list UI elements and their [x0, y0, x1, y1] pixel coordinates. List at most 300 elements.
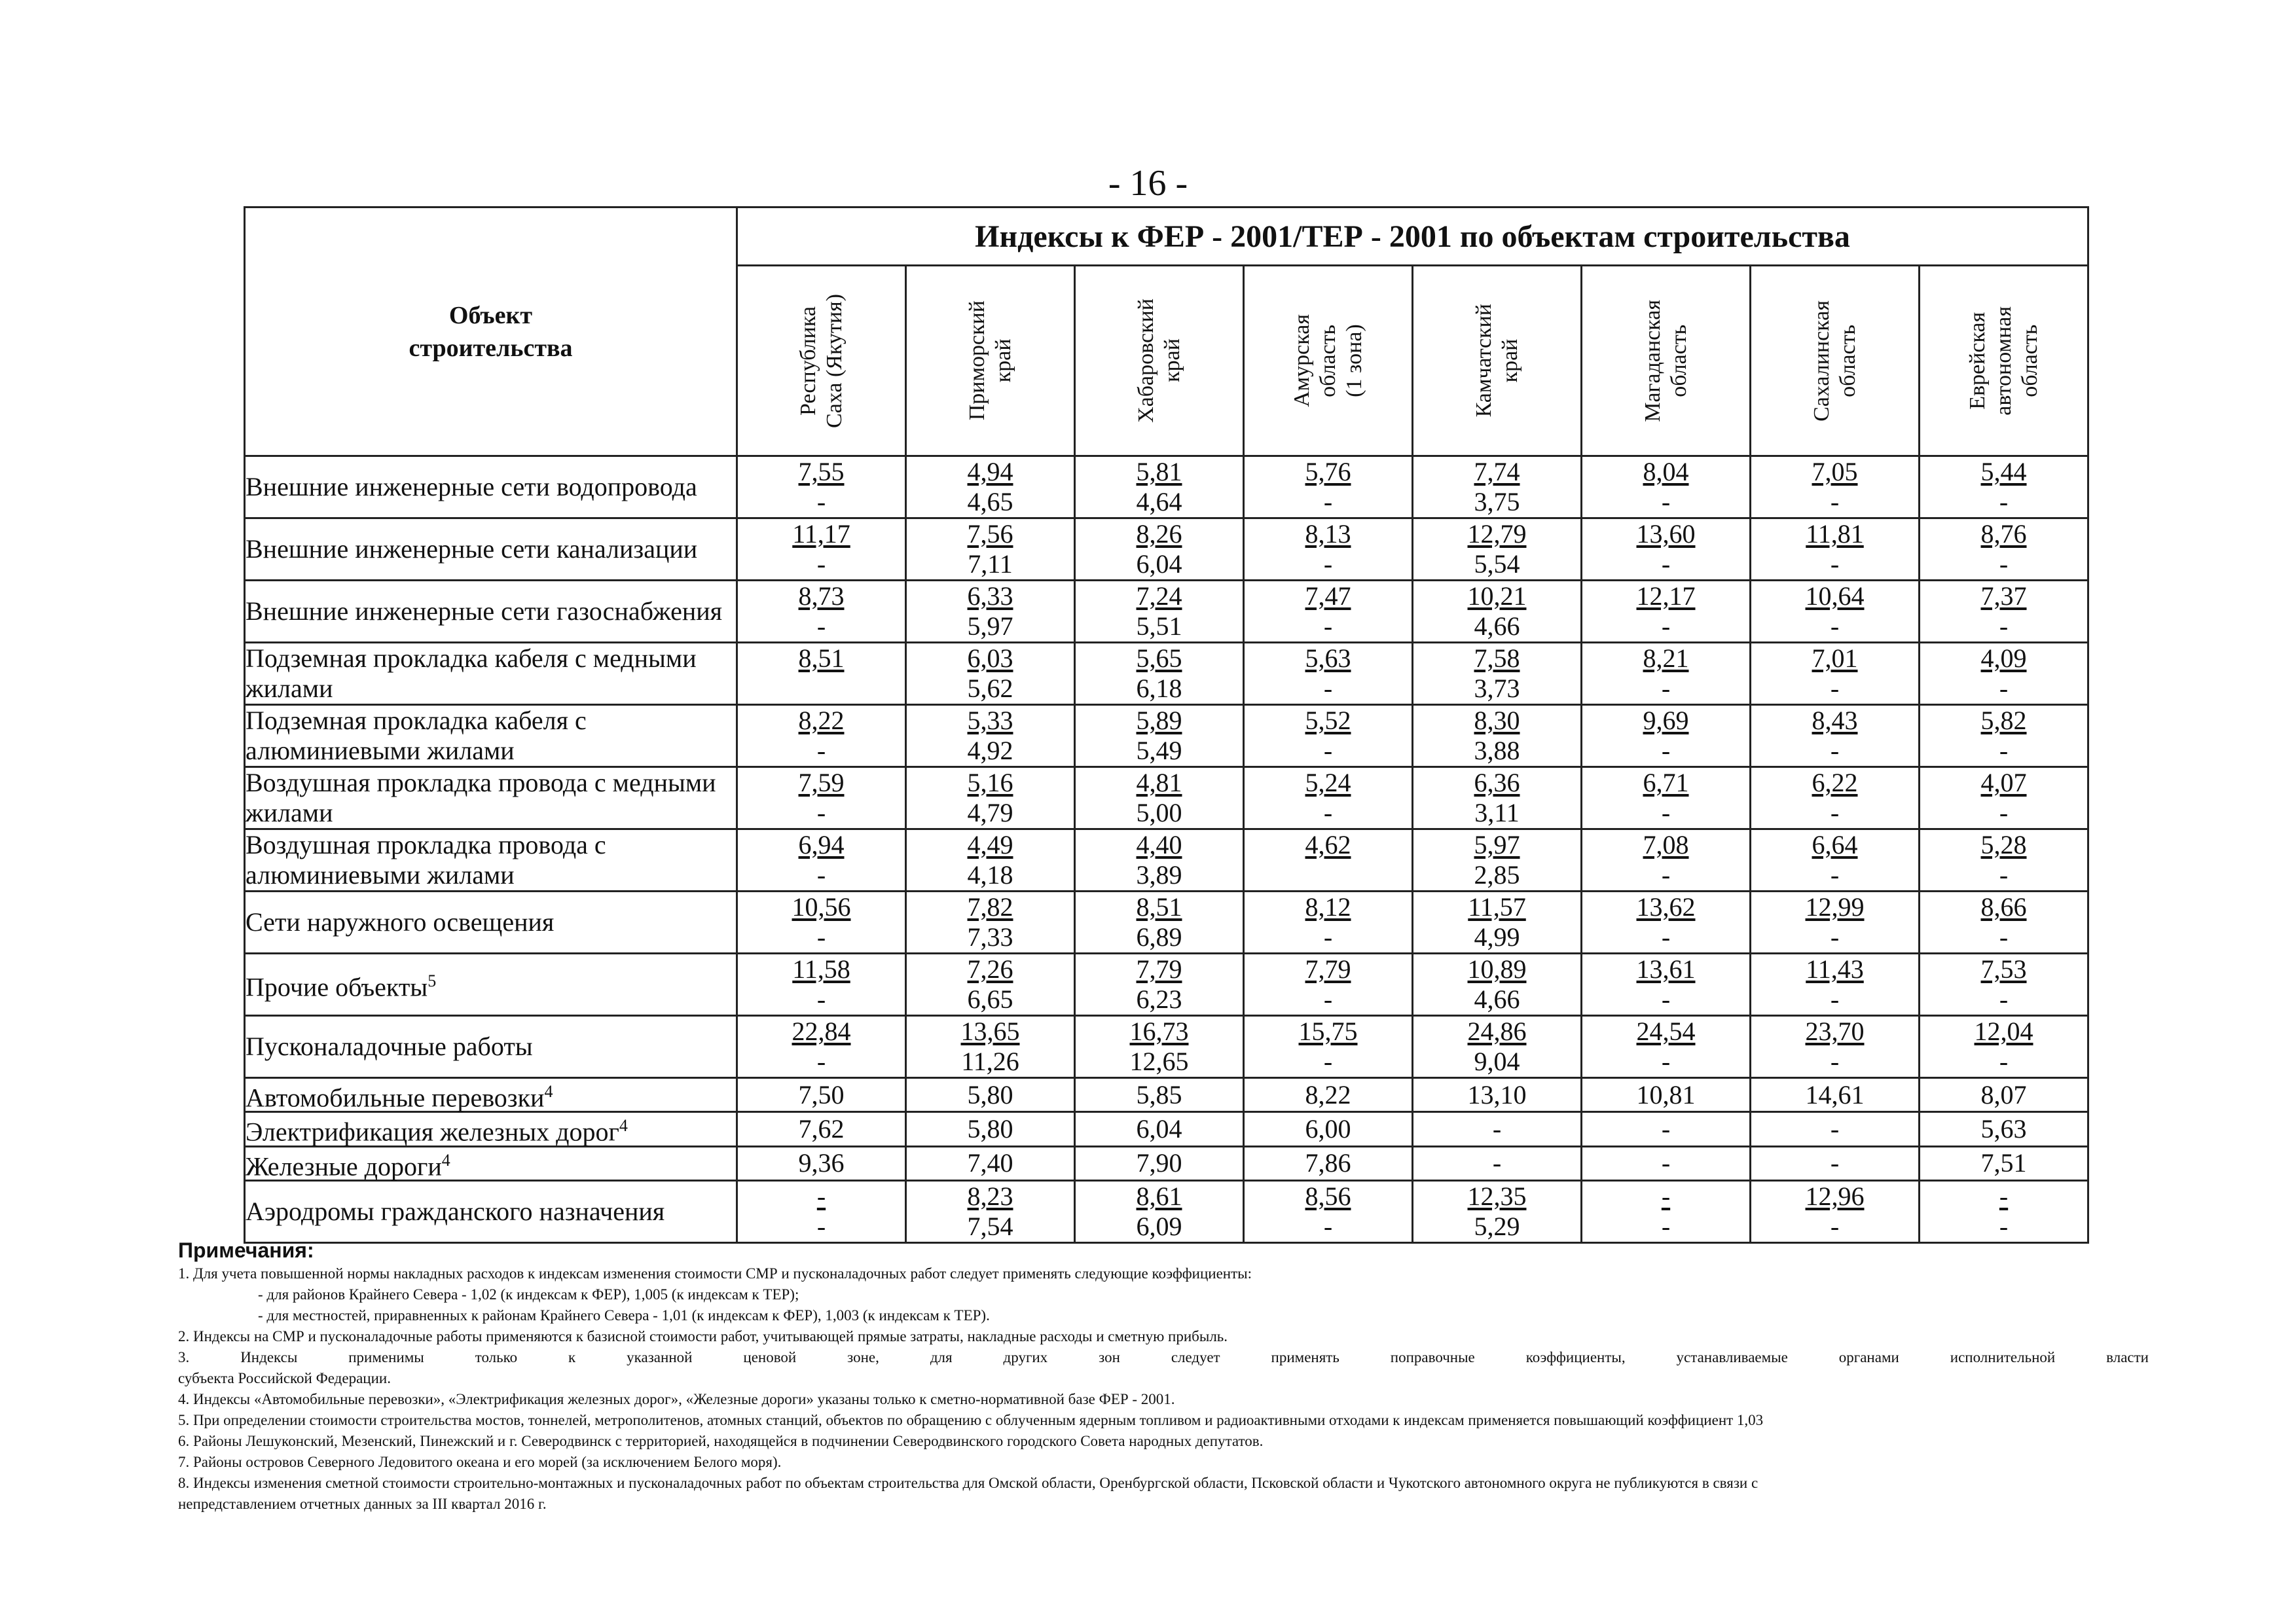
note-line: 4. Индексы «Автомобильные перевозки», «Электрификация железных дорог», «Железные дороги» указаны только к сметно-нормативной базе ФЕР - 2001. — [178, 1391, 1175, 1407]
ter-index: - — [1323, 1047, 1333, 1076]
region-header-label: Республика Саха (Якутия) — [795, 293, 847, 428]
ter-index: - — [816, 984, 826, 1014]
index-cell — [906, 518, 1075, 581]
index-cell — [1075, 643, 1244, 705]
index-cell — [1413, 581, 1582, 643]
region-header-label: Амурская область (1 зона) — [1289, 314, 1366, 407]
index-cell — [906, 705, 1075, 767]
ter-index: - — [1323, 984, 1333, 1014]
index-cell — [1920, 892, 2088, 954]
index-cell — [1075, 705, 1244, 767]
ter-index: 11,26 — [961, 1047, 1019, 1076]
object-column-header: Объект строительства — [245, 208, 737, 456]
index-cell: 7,62 — [737, 1112, 906, 1146]
ter-index: - — [816, 860, 826, 890]
index-cell — [906, 1016, 1075, 1078]
fer-index: 5,76 — [1305, 457, 1351, 486]
index-cell: - — [1751, 1112, 1920, 1146]
ter-index: - — [816, 1047, 826, 1076]
fer-index: 8,51 — [1136, 892, 1182, 922]
fer-index: 8,23 — [967, 1181, 1013, 1211]
ter-index: 7,54 — [967, 1211, 1013, 1241]
fer-index: 5,33 — [967, 706, 1013, 735]
index-cell: 6,00 — [1244, 1112, 1413, 1146]
footnote-ref: 4 — [619, 1116, 628, 1136]
row-label — [245, 1112, 737, 1146]
fer-index: 8,76 — [1980, 519, 2027, 549]
fer-index: 8,56 — [1305, 1181, 1351, 1211]
row-label-text: Внешние инженерные сети водопровода — [246, 472, 697, 501]
index-cell — [1582, 767, 1751, 829]
index-cell — [1413, 705, 1582, 767]
fer-index: 12,99 — [1805, 892, 1865, 922]
row-label — [245, 767, 737, 829]
index-cell: 5,63 — [1920, 1112, 2088, 1146]
index-cell — [1244, 1016, 1413, 1078]
ter-index: - — [1661, 984, 1671, 1014]
index-cell — [1244, 705, 1413, 767]
index-cell — [1413, 892, 1582, 954]
fer-index: 7,79 — [1305, 954, 1351, 984]
fer-index: 4,49 — [967, 830, 1013, 859]
index-cell — [1413, 643, 1582, 705]
fer-index: 4,94 — [967, 457, 1013, 486]
ter-index: - — [1999, 984, 2009, 1014]
ter-index: - — [1999, 611, 2009, 641]
row-label-text: Пусконаладочные работы — [246, 1032, 533, 1061]
table-row — [245, 767, 2088, 829]
ter-index: 7,11 — [968, 549, 1013, 579]
region-header — [1751, 266, 1920, 456]
index-cell — [737, 829, 906, 892]
note-line: непредставлением отчетных данных за III квартал 2016 г. — [178, 1496, 547, 1512]
ter-index: - — [1661, 611, 1671, 641]
fer-index: 7,82 — [967, 892, 1013, 922]
ter-index: 6,09 — [1136, 1211, 1182, 1241]
index-cell: 8,07 — [1920, 1078, 2088, 1112]
table-row — [245, 705, 2088, 767]
index-cell — [1413, 1180, 1582, 1242]
ter-index: - — [1661, 860, 1671, 890]
index-cell: 7,51 — [1920, 1146, 2088, 1180]
index-cell: 7,90 — [1075, 1146, 1244, 1180]
row-label — [245, 581, 737, 643]
ter-index: - — [1323, 549, 1333, 579]
ter-index: - — [816, 736, 826, 765]
fer-index: 23,70 — [1805, 1017, 1865, 1046]
fer-index: 5,63 — [1305, 643, 1351, 673]
fer-index: 24,86 — [1467, 1017, 1527, 1046]
index-cell — [1920, 1180, 2088, 1242]
fer-index: 8,22 — [798, 706, 845, 735]
ter-index: 9,04 — [1474, 1047, 1520, 1076]
index-cell — [906, 1180, 1075, 1242]
index-cell — [737, 1016, 906, 1078]
index-cell — [1920, 643, 2088, 705]
row-label-text: Железные дороги — [246, 1151, 442, 1181]
ter-index — [738, 674, 905, 704]
fer-index: - — [816, 1181, 826, 1211]
index-cell — [1582, 705, 1751, 767]
fer-index: 4,07 — [1980, 768, 2027, 797]
ter-index: 4,79 — [967, 798, 1013, 827]
fer-index: 5,52 — [1305, 706, 1351, 735]
index-cell — [737, 581, 906, 643]
region-header — [1582, 266, 1751, 456]
ter-index: 5,51 — [1136, 611, 1182, 641]
index-cell — [1413, 829, 1582, 892]
fer-index: 15,75 — [1298, 1017, 1358, 1046]
fer-index: 7,26 — [967, 954, 1013, 984]
ter-index: - — [1323, 922, 1333, 952]
fer-index: 6,64 — [1812, 830, 1858, 859]
footnote-ref: 4 — [441, 1150, 450, 1170]
fer-index: 8,66 — [1980, 892, 2027, 922]
ter-index: 6,04 — [1136, 549, 1182, 579]
row-label-text: Внешние инженерные сети канализации — [246, 534, 698, 564]
index-cell — [1920, 1016, 2088, 1078]
note-line: - для местностей, приравненных к районам Крайнего Севера - 1,01 (к индексам к ФЕР), 1,003 (к индексам к ТЕР). — [258, 1307, 990, 1324]
ter-index: - — [1999, 549, 2009, 579]
region-header — [1413, 266, 1582, 456]
fer-index: 7,47 — [1305, 581, 1351, 611]
fer-index: 5,65 — [1136, 643, 1182, 673]
index-cell — [1920, 518, 2088, 581]
table-row — [245, 456, 2088, 518]
ter-index: - — [1661, 922, 1671, 952]
index-cell — [1582, 1180, 1751, 1242]
ter-index: - — [1830, 736, 1840, 765]
ter-index: 3,73 — [1474, 674, 1520, 703]
region-header-label: Магаданская область — [1640, 299, 1691, 422]
ter-index: 3,89 — [1136, 860, 1182, 890]
index-cell — [906, 892, 1075, 954]
table-row — [245, 581, 2088, 643]
fer-index: 13,62 — [1636, 892, 1696, 922]
index-cell: 6,04 — [1075, 1112, 1244, 1146]
fer-index: 12,35 — [1467, 1181, 1527, 1211]
ter-index: - — [1323, 611, 1333, 641]
ter-index: 3,88 — [1474, 736, 1520, 765]
index-cell — [1075, 1016, 1244, 1078]
ter-index: 4,18 — [967, 860, 1013, 890]
ter-index: - — [1999, 860, 2009, 890]
row-label — [245, 829, 737, 892]
region-header-label: Еврейская автономная область — [1965, 306, 2042, 416]
table-row — [245, 1112, 2088, 1146]
fer-index: 7,59 — [798, 768, 845, 797]
index-cell — [1413, 767, 1582, 829]
index-cell — [1244, 518, 1413, 581]
index-cell: - — [1413, 1112, 1582, 1146]
fer-index: 11,43 — [1806, 954, 1864, 984]
fer-index: 22,84 — [792, 1017, 851, 1046]
region-header — [737, 266, 906, 456]
index-cell — [1075, 518, 1244, 581]
index-cell — [1920, 954, 2088, 1016]
ter-index: 3,75 — [1474, 487, 1520, 516]
fer-index: 5,97 — [1474, 830, 1520, 859]
index-cell: 14,61 — [1751, 1078, 1920, 1112]
row-label — [245, 1078, 737, 1112]
ter-index: - — [1661, 1211, 1671, 1241]
fer-index: 12,17 — [1636, 581, 1696, 611]
ter-index: 2,85 — [1474, 860, 1520, 890]
index-cell — [1075, 581, 1244, 643]
fer-index: 8,30 — [1474, 706, 1520, 735]
row-label — [245, 1180, 737, 1242]
fer-index: 4,62 — [1305, 830, 1351, 859]
index-cell — [1582, 829, 1751, 892]
index-cell — [1075, 1180, 1244, 1242]
note-line: 1. Для учета повышенной нормы накладных расходов к индексам изменения стоимости СМР и пусконаладочных работ следует применять следующие коэффициенты: — [178, 1265, 1252, 1282]
fer-index: 6,03 — [967, 643, 1013, 673]
region-header — [1075, 266, 1244, 456]
ter-index: - — [816, 922, 826, 952]
ter-index: - — [1830, 549, 1840, 579]
fer-index: - — [1661, 1181, 1671, 1211]
fer-index: 8,12 — [1305, 892, 1351, 922]
index-cell — [1244, 829, 1413, 892]
ter-index: 6,23 — [1136, 984, 1182, 1014]
fer-index: 12,04 — [1974, 1017, 2033, 1046]
ter-index: - — [1999, 798, 2009, 827]
index-cell — [1075, 829, 1244, 892]
ter-index: - — [1323, 736, 1333, 765]
fer-index: 7,56 — [967, 519, 1013, 549]
fer-index: 7,24 — [1136, 581, 1182, 611]
index-cell — [1920, 456, 2088, 518]
index-table — [244, 206, 2089, 1244]
table-row — [245, 1180, 2088, 1242]
row-label-text: Подземная прокладка кабеля с медными жилами — [246, 643, 697, 703]
ter-index: - — [816, 611, 826, 641]
ter-index: - — [1830, 984, 1840, 1014]
fer-index: 7,08 — [1643, 830, 1689, 859]
ter-index: - — [1661, 674, 1671, 703]
ter-index: 6,89 — [1136, 922, 1182, 952]
ter-index: 6,18 — [1136, 674, 1182, 703]
note-line: 3. Индексы применимы только к указанной ценовой зоне, для других зон следует применять поправочные коэффициенты, устанавливаемые органами исполнительной власти — [178, 1349, 2149, 1365]
fer-index: 6,33 — [967, 581, 1013, 611]
fer-index: 11,57 — [1468, 892, 1526, 922]
fer-index: 16,73 — [1129, 1017, 1189, 1046]
fer-index: 8,73 — [798, 581, 845, 611]
fer-index: 8,61 — [1136, 1181, 1182, 1211]
index-cell — [1751, 767, 1920, 829]
fer-index: 6,94 — [798, 830, 845, 859]
fer-index: 7,79 — [1136, 954, 1182, 984]
index-cell — [1751, 1180, 1920, 1242]
ter-index: - — [1323, 1211, 1333, 1241]
fer-index: 7,55 — [798, 457, 845, 486]
row-label-text: Внешние инженерные сети газоснабжения — [246, 596, 723, 626]
footnote-ref: 4 — [544, 1082, 553, 1101]
index-cell — [1582, 456, 1751, 518]
index-cell: 8,22 — [1244, 1078, 1413, 1112]
index-cell — [1075, 892, 1244, 954]
ter-index: 6,65 — [967, 984, 1013, 1014]
row-label — [245, 705, 737, 767]
ter-index: - — [1830, 860, 1840, 890]
ter-index: - — [1999, 1211, 2009, 1241]
group-header: Индексы к ФЕР - 2001/ТЕР - 2001 по объектам строительства — [737, 208, 2088, 266]
index-cell — [1920, 767, 2088, 829]
fer-index: 7,01 — [1812, 643, 1858, 673]
index-cell — [1413, 954, 1582, 1016]
note-line: - для районов Крайнего Севера - 1,02 (к индексам к ФЕР), 1,005 (к индексам к ТЕР); — [258, 1286, 799, 1303]
ter-index: - — [1999, 1047, 2009, 1076]
row-label-text: Сети наружного освещения — [246, 907, 555, 937]
index-cell — [1751, 1016, 1920, 1078]
fer-index: 10,21 — [1467, 581, 1527, 611]
row-label — [245, 954, 737, 1016]
index-cell: 5,80 — [906, 1078, 1075, 1112]
ter-index: - — [1830, 674, 1840, 703]
note-line: субъекта Российской Федерации. — [178, 1370, 391, 1386]
fer-index: 11,17 — [792, 519, 850, 549]
ter-index: 5,00 — [1136, 798, 1182, 827]
index-cell: 7,86 — [1244, 1146, 1413, 1180]
index-cell — [1751, 954, 1920, 1016]
fer-index: 10,56 — [792, 892, 851, 922]
fer-index: 5,81 — [1136, 457, 1182, 486]
index-cell — [906, 581, 1075, 643]
fer-index: 8,26 — [1136, 519, 1182, 549]
index-cell — [1582, 581, 1751, 643]
index-cell: - — [1751, 1146, 1920, 1180]
fer-index: 10,89 — [1467, 954, 1527, 984]
index-cell — [1582, 1016, 1751, 1078]
ter-index: - — [1661, 798, 1671, 827]
ter-index: 12,65 — [1129, 1047, 1189, 1076]
index-cell — [1413, 518, 1582, 581]
fer-index: 5,28 — [1980, 830, 2027, 859]
index-cell — [737, 705, 906, 767]
index-cell — [1582, 892, 1751, 954]
row-label-text: Прочие объекты — [246, 972, 428, 1002]
index-cell — [1075, 456, 1244, 518]
fer-index: 4,81 — [1136, 768, 1182, 797]
note-line: 8. Индексы изменения сметной стоимости строительно-монтажных и пусконаладочных работ по объектам строительства для Омской области, Оренбургской области, Псковской области и Чукотского автономного округа не публикуются в связи с — [178, 1475, 1758, 1491]
note-line: 6. Районы Лешуконский, Мезенский, Пинежский и г. Северодвинск с территорией, находящейся в подчинении Северодвинского городского Совета народных депутатов. — [178, 1433, 1264, 1449]
fer-index: 10,64 — [1805, 581, 1865, 611]
index-cell — [1582, 954, 1751, 1016]
ter-index: - — [1999, 922, 2009, 952]
fer-index: 11,58 — [792, 954, 850, 984]
index-cell — [1244, 1180, 1413, 1242]
index-cell: 5,80 — [906, 1112, 1075, 1146]
ter-index: - — [1830, 798, 1840, 827]
ter-index: 4,99 — [1474, 922, 1520, 952]
row-label-text: Электрификация железных дорог — [246, 1117, 619, 1147]
index-cell — [737, 954, 906, 1016]
fer-index: 24,54 — [1636, 1017, 1696, 1046]
fer-index: 7,37 — [1980, 581, 2027, 611]
table-row — [245, 1146, 2088, 1180]
row-label-text: Воздушная прокладка провода с алюминиевыми жилами — [246, 830, 606, 890]
ter-index: - — [816, 549, 826, 579]
fer-index: 7,58 — [1474, 643, 1520, 673]
footnote-ref: 5 — [428, 971, 437, 991]
fer-index: 9,69 — [1643, 706, 1689, 735]
fer-index: 7,53 — [1980, 954, 2027, 984]
table-row — [245, 1016, 2088, 1078]
ter-index: - — [1999, 487, 2009, 516]
page-number: - 16 - — [1108, 163, 1188, 204]
region-header-label: Сахалинская область — [1809, 300, 1860, 422]
ter-index: 5,62 — [967, 674, 1013, 703]
index-cell — [906, 643, 1075, 705]
row-label-text: Автомобильные перевозки — [246, 1083, 545, 1113]
ter-index: - — [1999, 736, 2009, 765]
fer-index: 13,60 — [1636, 519, 1696, 549]
fer-index: 5,44 — [1980, 457, 2027, 486]
index-cell — [906, 829, 1075, 892]
note-line: 2. Индексы на СМР и пусконаладочные работы применяются к базисной стоимости работ, учитывающей прямые затраты, накладные расходы и сметную прибыль. — [178, 1328, 1228, 1344]
fer-index: 6,36 — [1474, 768, 1520, 797]
index-cell — [1244, 954, 1413, 1016]
ter-index: 7,33 — [967, 922, 1013, 952]
index-cell: 5,85 — [1075, 1078, 1244, 1112]
row-label-text: Воздушная прокладка провода с медными жилами — [246, 768, 716, 827]
index-cell — [1751, 892, 1920, 954]
ter-index: - — [1830, 1047, 1840, 1076]
ter-index: 4,65 — [967, 487, 1013, 516]
ter-index: 4,66 — [1474, 984, 1520, 1014]
ter-index: - — [1830, 1211, 1840, 1241]
ter-index: 3,11 — [1474, 798, 1520, 827]
ter-index: 5,97 — [967, 611, 1013, 641]
ter-index: - — [1830, 922, 1840, 952]
fer-index: 4,09 — [1980, 643, 2027, 673]
row-label — [245, 892, 737, 954]
index-cell — [1244, 456, 1413, 518]
ter-index: - — [1323, 798, 1333, 827]
index-cell — [1751, 829, 1920, 892]
index-cell — [1751, 705, 1920, 767]
table-row — [245, 518, 2088, 581]
ter-index: - — [1661, 736, 1671, 765]
ter-index: 4,66 — [1474, 611, 1520, 641]
fer-index: 4,40 — [1136, 830, 1182, 859]
index-cell — [1244, 581, 1413, 643]
table-row — [245, 892, 2088, 954]
ter-index: - — [1323, 487, 1333, 516]
index-cell: 13,10 — [1413, 1078, 1582, 1112]
row-label-text: Аэродромы гражданского назначения — [246, 1196, 665, 1226]
fer-index: 5,82 — [1980, 706, 2027, 735]
row-label — [245, 1016, 737, 1078]
fer-index: 8,43 — [1812, 706, 1858, 735]
index-cell — [737, 456, 906, 518]
ter-index: - — [1999, 674, 2009, 703]
region-header — [906, 266, 1075, 456]
fer-index: 13,65 — [960, 1017, 1020, 1046]
ter-index: 5,49 — [1136, 736, 1182, 765]
fer-index: 8,04 — [1643, 457, 1689, 486]
ter-index: 5,29 — [1474, 1211, 1520, 1241]
note-line: 7. Районы островов Северного Ледовитого океана и его морей (за исключением Белого моря). — [178, 1454, 782, 1470]
fer-index: 12,96 — [1805, 1181, 1865, 1211]
ter-index: - — [816, 487, 826, 516]
fer-index: 7,05 — [1812, 457, 1858, 486]
index-cell — [1751, 456, 1920, 518]
table-row — [245, 829, 2088, 892]
fer-index: 7,74 — [1474, 457, 1520, 486]
index-cell — [1244, 892, 1413, 954]
index-cell — [1075, 954, 1244, 1016]
